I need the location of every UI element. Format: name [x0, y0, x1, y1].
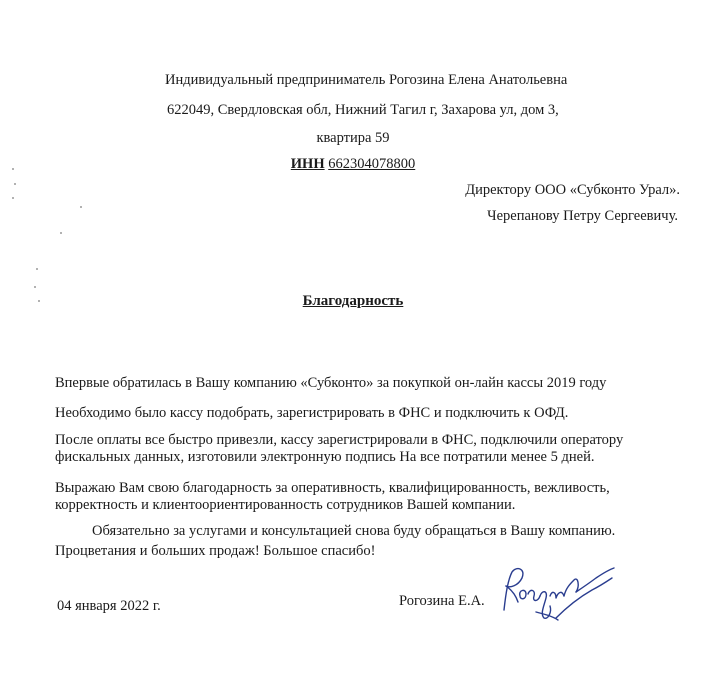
scan-speck	[34, 286, 36, 288]
handwritten-signature	[496, 562, 618, 626]
paragraph-3-line-2: фискальных данных, изготовили электронную подпись На все потратили менее 5 дней.	[55, 449, 595, 465]
letter-date: 04 января 2022 г.	[57, 598, 161, 614]
paragraph-3-line-1: После оплаты все быстро привезли, кассу зарегистрировали в ФНС, подключили оператору	[55, 432, 624, 448]
paragraph-4-line-1: Выражаю Вам свою благодарность за оперативность, квалифицированность, вежливость,	[55, 480, 610, 496]
signer-name: Рогозина Е.А.	[399, 593, 485, 609]
letter-title: Благодарность	[302, 293, 404, 309]
inn-line	[0, 155, 706, 173]
address-line-1: 622049, Свердловская обл, Нижний Тагил г, Захарова ул, дом 3,	[167, 102, 559, 118]
recipient-line-1: Директору ООО «Субконто Урал».	[465, 182, 680, 198]
recipient-line-2: Черепанову Петру Сергеевичу.	[487, 208, 678, 224]
scan-speck	[36, 268, 38, 270]
paragraph-5-line-1: Обязательно за услугами и консультацией снова буду обращаться в Вашу компанию.	[92, 523, 616, 539]
paragraph-1: Впервые обратилась в Вашу компанию «Субконто» за покупкой он-лайн кассы 2019 году	[55, 375, 607, 391]
scan-speck	[60, 232, 62, 234]
scan-speck	[80, 206, 82, 208]
scan-speck	[12, 197, 14, 199]
paragraph-2: Необходимо было кассу подобрать, зарегистрировать в ФНС и подключить к ОФД.	[55, 405, 569, 421]
inn-value: 662304078800	[328, 156, 416, 172]
address-line-2: квартира 59	[316, 130, 390, 146]
scan-speck	[14, 183, 16, 185]
paragraph-4-line-2: корректность и клиентоориентированность сотрудников Вашей компании.	[55, 497, 516, 513]
entrepreneur-name: Индивидуальный предприниматель Рогозина Елена Анатольевна	[165, 72, 568, 88]
inn-label: ИНН	[290, 156, 325, 172]
paragraph-5-line-2: Процветания и больших продаж! Большое спасибо!	[55, 543, 376, 559]
